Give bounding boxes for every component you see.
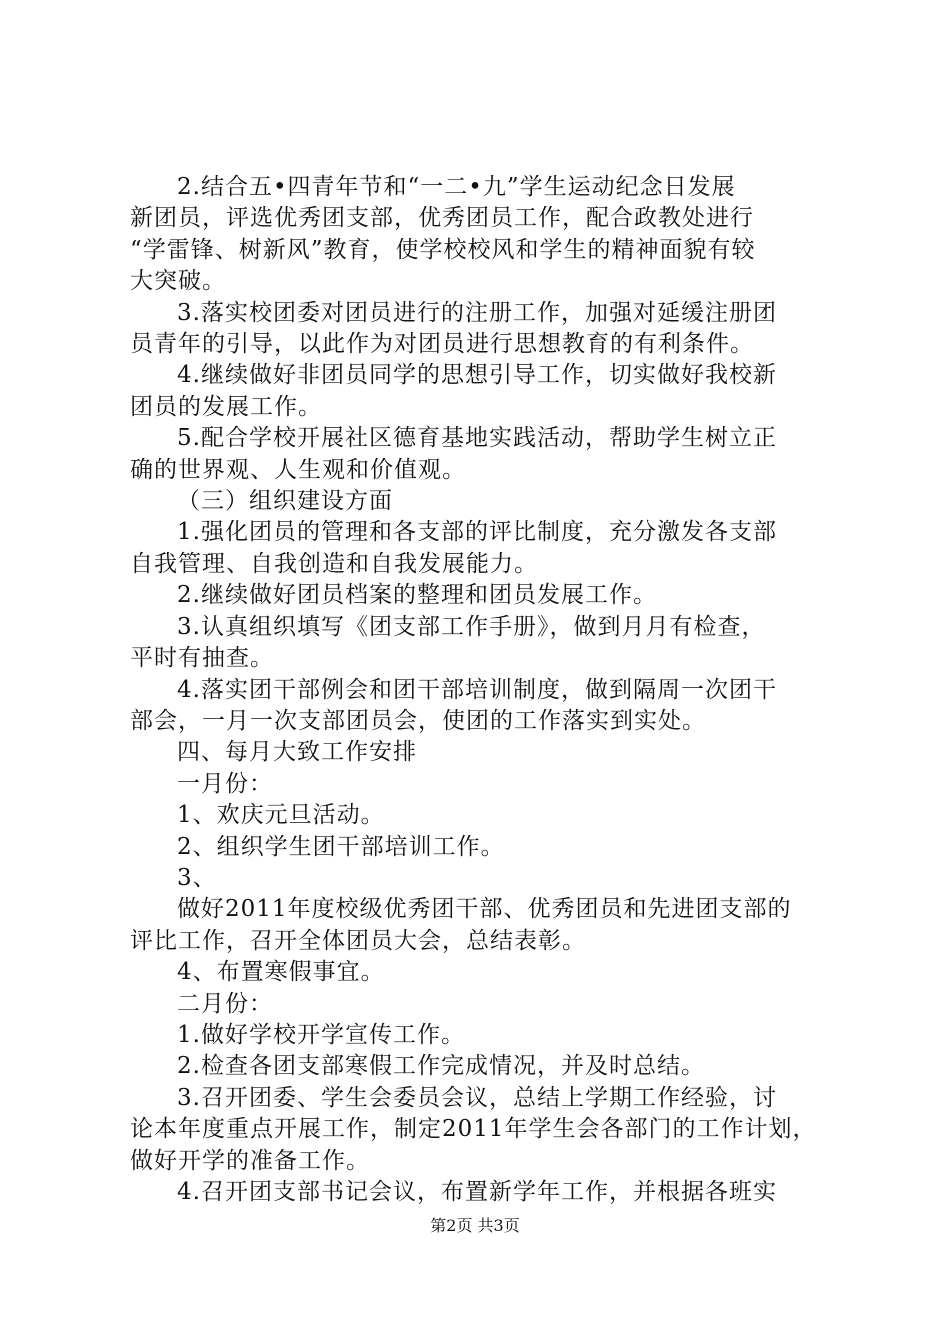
paragraph-line: 部会，一月一次支部团员会，使团的工作落实到实处。 bbox=[130, 707, 706, 734]
paragraph-line: 4.召开团支部书记会议，布置新学年工作，并根据各班实 bbox=[177, 1179, 777, 1205]
paragraph-line: 自我管理、自我创造和自我发展能力。 bbox=[130, 550, 538, 577]
paragraph-line: 3.落实校团委对团员进行的注册工作，加强对延缓注册团 bbox=[177, 299, 777, 326]
paragraph-line: 2、组织学生团干部培训工作。 bbox=[177, 833, 505, 860]
paragraph-line: 4、布置寒假事宜。 bbox=[177, 959, 385, 986]
paragraph-line: 平时有抽查。 bbox=[130, 645, 274, 672]
paragraph-line: 1.强化团员的管理和各支部的评比制度，充分激发各支部 bbox=[177, 519, 777, 546]
paragraph-line: 评比工作，召开全体团员大会，总结表彰。 bbox=[130, 927, 586, 954]
section-heading: （三）组织建设方面 bbox=[177, 488, 393, 515]
paragraph-line: 论本年度重点开展工作，制定2011年学生会各部门的工作计划， bbox=[130, 1116, 817, 1143]
paragraph-line: 3.认真组织填写《团支部工作手册》，做到月月有检查， bbox=[177, 613, 766, 640]
month-heading: 二月份： bbox=[177, 990, 273, 1017]
paragraph-line: “学雷锋、树新风”教育，使学校校风和学生的精神面貌有较 bbox=[130, 236, 756, 263]
paragraph-line: 新团员，评选优秀团支部，优秀团员工作，配合政教处进行 bbox=[130, 205, 754, 232]
paragraph-line: 做好2011年度校级优秀团干部、优秀团员和先进团支部的 bbox=[177, 896, 792, 923]
paragraph-line: 大突破。 bbox=[130, 268, 226, 295]
page-footer bbox=[0, 1216, 950, 1236]
paragraph-line: 3.召开团委、学生会委员会议，总结上学期工作经验，讨 bbox=[177, 1084, 777, 1111]
paragraph-line: 1、欢庆元旦活动。 bbox=[177, 802, 385, 829]
paragraph-line: 确的世界观、人生观和价值观。 bbox=[130, 456, 466, 483]
paragraph-line: 5.配合学校开展社区德育基地实践活动，帮助学生树立正 bbox=[177, 425, 777, 452]
paragraph-line: 4.落实团干部例会和团干部培训制度，做到隔周一次团干 bbox=[177, 676, 777, 703]
page-number-label: 第2页 共3页 bbox=[430, 1216, 520, 1235]
paragraph-line: 1.做好学校开学宣传工作。 bbox=[177, 1021, 465, 1048]
paragraph-line: 2.继续做好团员档案的整理和团员发展工作。 bbox=[177, 582, 657, 609]
paragraph-line: 3、 bbox=[177, 864, 217, 891]
month-heading: 一月份： bbox=[177, 770, 273, 797]
paragraph-line: 做好开学的准备工作。 bbox=[130, 1147, 370, 1174]
paragraph-line: 2.结合五•四青年节和“一二•九”学生运动纪念日发展 bbox=[177, 174, 736, 200]
paragraph-line: 2.检查各团支部寒假工作完成情况，并及时总结。 bbox=[177, 1053, 705, 1080]
document-body bbox=[130, 172, 830, 1208]
paragraph-line: 团员的发展工作。 bbox=[130, 393, 322, 420]
paragraph-line: 4.继续做好非团员同学的思想引导工作，切实做好我校新 bbox=[177, 362, 777, 389]
section-heading: 四、每月大致工作安排 bbox=[177, 739, 417, 766]
paragraph-line: 员青年的引导，以此作为对团员进行思想教育的有利条件。 bbox=[130, 331, 754, 358]
